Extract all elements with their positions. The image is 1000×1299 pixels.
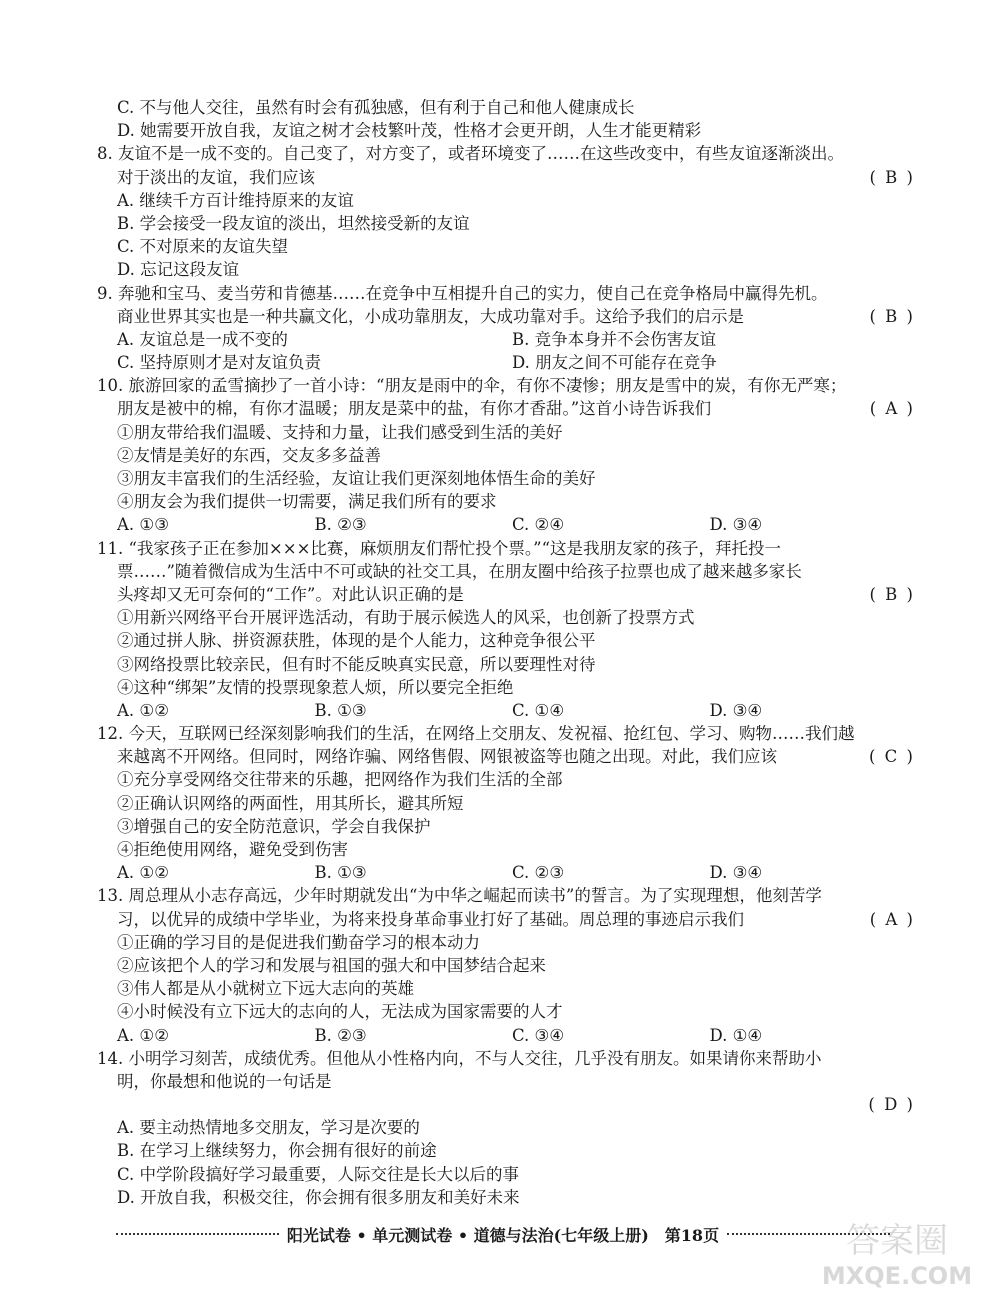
q9-options-row1	[117, 328, 907, 351]
q13-statement-1: ①正确的学习目的是促进我们勤奋学习的根本动力	[117, 932, 480, 952]
q11-stem-line1: 11. “我家孩子正在参加×××比赛，麻烦朋友们帮忙投个票。”“这是我朋友家的孩子，拜托投一	[97, 538, 782, 558]
q10-option-a: A. ①③	[117, 515, 169, 535]
q9-option-a: A. 友谊总是一成不变的	[117, 329, 288, 349]
q10-option-d: D. ③④	[709, 515, 763, 535]
q13-statement-3: ③伟人都是从小就树立下远大志向的英雄	[117, 979, 414, 999]
q8-answer: ( B )	[869, 167, 915, 187]
q8-option-c: C. 不对原来的友谊失望	[117, 237, 289, 257]
q12-option-d: D. ③④	[709, 863, 763, 883]
q9-answer: ( B )	[869, 306, 915, 326]
q10-answer: ( A )	[869, 399, 915, 419]
q13-answer: ( A )	[869, 909, 915, 929]
q7-option-c: C. 不与他人交往，虽然有时会有孤独感，但有利于自己和他人健康成长	[117, 98, 635, 117]
footer-dots-left	[116, 1233, 279, 1235]
q11-statement-2: ②通过拼人脉、拼资源获胜，体现的是个人能力，这种竞争很公平	[117, 631, 596, 651]
q10-stem-line2	[117, 397, 915, 420]
q11-statement-3: ③网络投票比较亲民，但有时不能反映真实民意，所以要理性对待	[117, 654, 596, 674]
q7-option-d: D. 她需要开放自我，友谊之树才会枝繁叶茂，性格才会更开朗，人生才能更精彩	[117, 121, 702, 141]
q9-stem-line1: 9. 奔驰和宝马、麦当劳和肯德基……在竞争中互相提升自己的实力，使自己在竞争格局中赢得先机。	[97, 283, 828, 303]
watermark-bottom-text: MXQE.COM	[821, 1262, 973, 1290]
q12-statement-4: ④拒绝使用网络，避免受到伤害	[117, 840, 348, 859]
q12-statement-2: ②正确认识网络的两面性，用其所长，避其所短	[117, 793, 464, 813]
q14-answer: ( D )	[868, 1095, 915, 1115]
q11-option-d: D. ③④	[709, 700, 763, 720]
q9-option-d: D. 朋友之间不可能存在竞争	[512, 353, 717, 373]
q12-stem-line1: 12. 今天，互联网已经深刻影响我们的生活，在网络上交朋友、发祝福、抢红包、学习、购物……我们越	[97, 724, 855, 744]
q10-statement-3: ③朋友丰富我们的生活经验，友谊让我们更深刻地体悟生命的美好	[117, 469, 596, 488]
q8-stem-line2	[117, 166, 915, 189]
q10-statement-4: ④朋友会为我们提供一切需要，满足我们所有的要求	[117, 492, 497, 512]
q9-option-b: B. 竞争本身并不会伤害友谊	[512, 329, 717, 349]
q10-option-c: C. ②④	[512, 515, 565, 535]
q12-option-b: B. ①③	[314, 863, 367, 883]
footer-dots-right	[727, 1233, 890, 1235]
q11-answer: ( B )	[869, 584, 915, 604]
page-footer	[108, 1221, 898, 1247]
q8-stem-text: 对于淡出的友谊，我们应该	[117, 167, 315, 187]
q10-statement-1: ①朋友带给我们温暖、支持和力量，让我们感受到生活的美好	[117, 422, 563, 442]
q13-statement-2: ②应该把个人的学习和发展与祖国的强大和中国梦结合起来	[117, 955, 546, 975]
q14-option-d: D. 开放自我，积极交往，你会拥有很多朋友和美好未来	[117, 1187, 520, 1207]
q12-stem-text: 来越离不开网络。但同时，网络诈骗、网络售假、网银被盗等也随之出现。对此，我们应该	[117, 747, 777, 767]
q14-answer-line	[117, 1093, 915, 1116]
q8-stem-line1: 8. 友谊不是一成不变的。自己变了，对方变了，或者环境变了……在这些改变中，有些友谊逐渐淡出。	[97, 144, 844, 164]
q14-stem-line1: 14. 小明学习刻苦，成绩优秀。但他从小性格内向，不与人交往，几乎没有朋友。如果请你来帮助小	[97, 1048, 822, 1068]
q14-option-c: C. 中学阶段搞好学习最重要，人际交往是长大以后的事	[117, 1164, 520, 1184]
q10-options	[117, 513, 907, 536]
q11-stem-text: 头疼却又无可奈何的“工作”。对此认识正确的是	[117, 584, 464, 604]
q12-stem-line2	[117, 745, 915, 768]
q11-statement-4: ④这种“绑架”友情的投票现象惹人烦，所以要完全拒绝	[117, 677, 514, 697]
q13-option-c: C. ③④	[512, 1025, 565, 1045]
q10-statement-2: ②友情是美好的东西，交友多多益善	[117, 445, 381, 465]
q14-stem-line2: 明，你最想和他说的一句话是	[117, 1071, 332, 1091]
q12-options	[117, 861, 907, 884]
q11-option-b: B. ①③	[314, 700, 367, 720]
q13-option-b: B. ②③	[314, 1025, 367, 1045]
q12-answer: ( C )	[869, 747, 915, 767]
question-content	[97, 96, 915, 1209]
q11-options	[117, 699, 907, 722]
q12-option-a: A. ①②	[117, 863, 169, 883]
q10-stem-line1: 10. 旅游回家的孟雪摘抄了一首小诗：“朋友是雨中的伞，有你不凄惨；朋友是雪中的炭，有你无严寒；	[97, 376, 847, 396]
q11-option-c: C. ①④	[512, 700, 565, 720]
q13-stem-line2	[117, 908, 915, 931]
q14-option-a: A. 要主动热情地多交朋友，学习是次要的	[117, 1118, 420, 1138]
q11-stem-line3	[117, 583, 915, 606]
q8-option-b: B. 学会接受一段友谊的淡出，坦然接受新的友谊	[117, 213, 470, 233]
footer-text: 阳光试卷 • 单元测试卷 • 道德与法治(七年级上册) 第18页	[286, 1225, 720, 1245]
q9-option-c: C. 坚持原则才是对友谊负责	[117, 353, 322, 373]
q13-stem-line1: 13. 周总理从小志存高远，少年时期就发出“为中华之崛起而读书”的誓言。为了实现理想，他刻苦学	[97, 886, 822, 906]
q13-option-d: D. ①④	[709, 1025, 763, 1045]
watermark-top-text: 答案圈	[846, 1221, 948, 1261]
q13-option-a: A. ①②	[117, 1025, 169, 1045]
q13-options	[117, 1024, 907, 1047]
q12-statement-1: ①充分享受网络交往带来的乐趣，把网络作为我们生活的全部	[117, 770, 563, 790]
q12-statement-3: ③增强自己的安全防范意识，学会自我保护	[117, 816, 431, 836]
q11-statement-1: ①用新兴网络平台开展评选活动，有助于展示候选人的风采，也创新了投票方式	[117, 608, 695, 628]
q10-stem-text: 朋友是被中的棉，有你才温暖；朋友是菜中的盐，有你才香甜。”这首小诗告诉我们	[117, 399, 712, 419]
q11-stem-line2: 票……”随着微信成为生活中不可或缺的社交工具，在朋友圈中给孩子拉票也成了越来越多家长	[117, 561, 802, 581]
q12-option-c: C. ②③	[512, 863, 565, 883]
q8-option-d: D. 忘记这段友谊	[117, 260, 240, 280]
q9-stem-line2	[117, 305, 915, 328]
q9-options-row2	[117, 351, 907, 374]
q13-stem-text: 习，以优异的成绩中学毕业，为将来投身革命事业打好了基础。周总理的事迹启示我们	[117, 909, 744, 929]
q10-option-b: B. ②③	[314, 515, 367, 535]
q13-statement-4: ④小时候没有立下远大的志向的人，无法成为国家需要的人才	[117, 1002, 563, 1022]
q14-option-b: B. 在学习上继续努力，你会拥有很好的前途	[117, 1141, 437, 1161]
q9-stem-text: 商业世界其实也是一种共赢文化，小成功靠朋友，大成功靠对手。这给予我们的启示是	[117, 306, 744, 326]
q8-option-a: A. 继续千方百计维持原来的友谊	[117, 190, 354, 210]
q11-option-a: A. ①②	[117, 700, 169, 720]
